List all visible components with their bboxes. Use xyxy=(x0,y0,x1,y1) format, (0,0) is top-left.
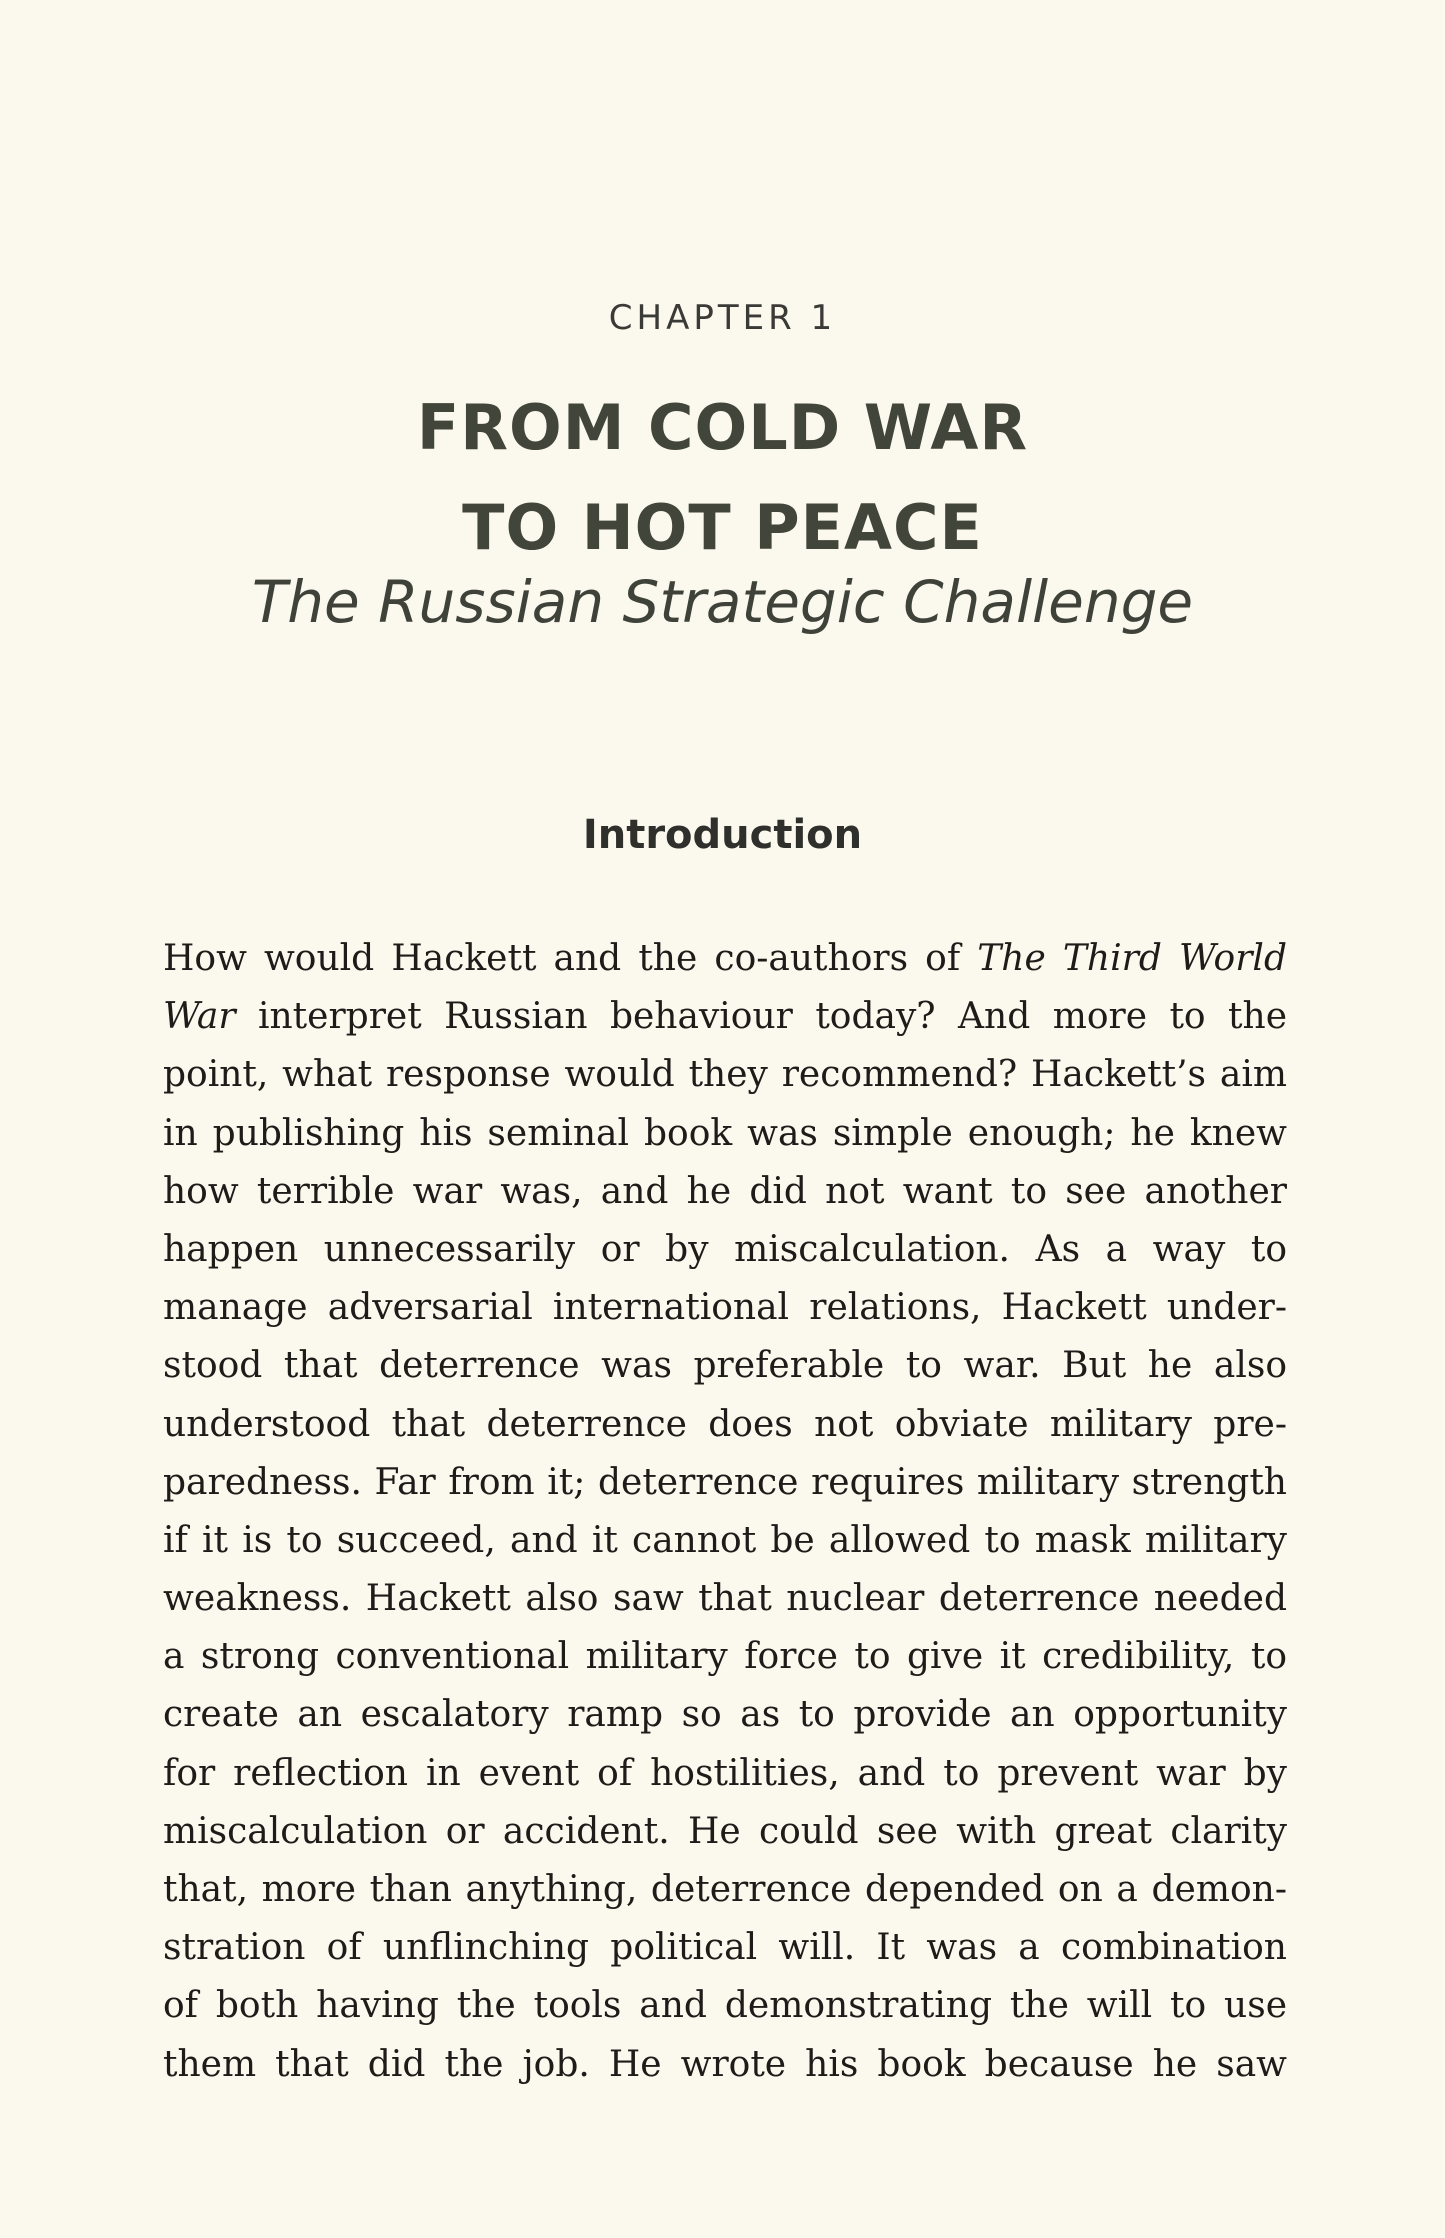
text-line: weakness. Hackett also saw that nuclear deterrence needed xyxy=(163,1578,1287,1620)
text-line: happen unnecessarily or by miscalculation. As a way to xyxy=(163,1228,1287,1270)
book-title-italic: War xyxy=(163,996,236,1038)
text-line: point, what response would they recommend? Hackett’s aim xyxy=(163,1054,1287,1096)
text-line: a strong conventional military force to give it credibility, to xyxy=(163,1636,1287,1678)
text-line: stration of unflinching political will. It was a combination xyxy=(163,1927,1287,1969)
section-heading: Introduction xyxy=(582,812,863,858)
book-title-italic: The Third World xyxy=(977,938,1287,979)
text-line xyxy=(163,930,1287,988)
chapter-subtitle: The Russian Strategic Challenge xyxy=(251,568,1194,636)
text-line: that, more than anything, deterrence depended on a demon- xyxy=(163,1869,1287,1910)
text-line: them that did the job. He wrote his book because he saw xyxy=(163,2043,1287,2085)
text-run: interpret Russian behaviour today? And more to the xyxy=(235,996,1287,1038)
text-run: How would Hackett and the co-authors of xyxy=(163,938,978,979)
text-line: how terrible war was, and he did not want to see another xyxy=(163,1170,1287,1212)
text-line: paredness. Far from it; deterrence requires military strength xyxy=(163,1461,1287,1503)
text-line: of both having the tools and demonstrating the will to use xyxy=(163,1985,1287,2027)
text-line: manage adversarial international relations, Hackett under- xyxy=(163,1287,1287,1329)
chapter-title-line-1: FROM COLD WAR xyxy=(416,391,1029,464)
text-line: for reflection in event of hostilities, and to prevent war by xyxy=(163,1752,1287,1794)
text-line: in publishing his seminal book was simple enough; he knew xyxy=(163,1112,1287,1154)
chapter-number: CHAPTER 1 xyxy=(608,298,837,338)
body-paragraph xyxy=(163,930,1287,2094)
chapter-title xyxy=(0,378,1445,578)
text-line: miscalculation or accident. He could see with great clarity xyxy=(163,1810,1287,1852)
text-line: stood that deterrence was preferable to war. But he also xyxy=(163,1345,1287,1387)
text-line xyxy=(163,988,1287,1046)
chapter-title-line-2: TO HOT PEACE xyxy=(462,491,983,564)
text-line: create an escalatory ramp so as to provide an opportunity xyxy=(163,1694,1287,1736)
text-line: understood that deterrence does not obviate military pre- xyxy=(163,1403,1287,1445)
text-line: if it is to succeed, and it cannot be allowed to mask military xyxy=(163,1519,1287,1561)
